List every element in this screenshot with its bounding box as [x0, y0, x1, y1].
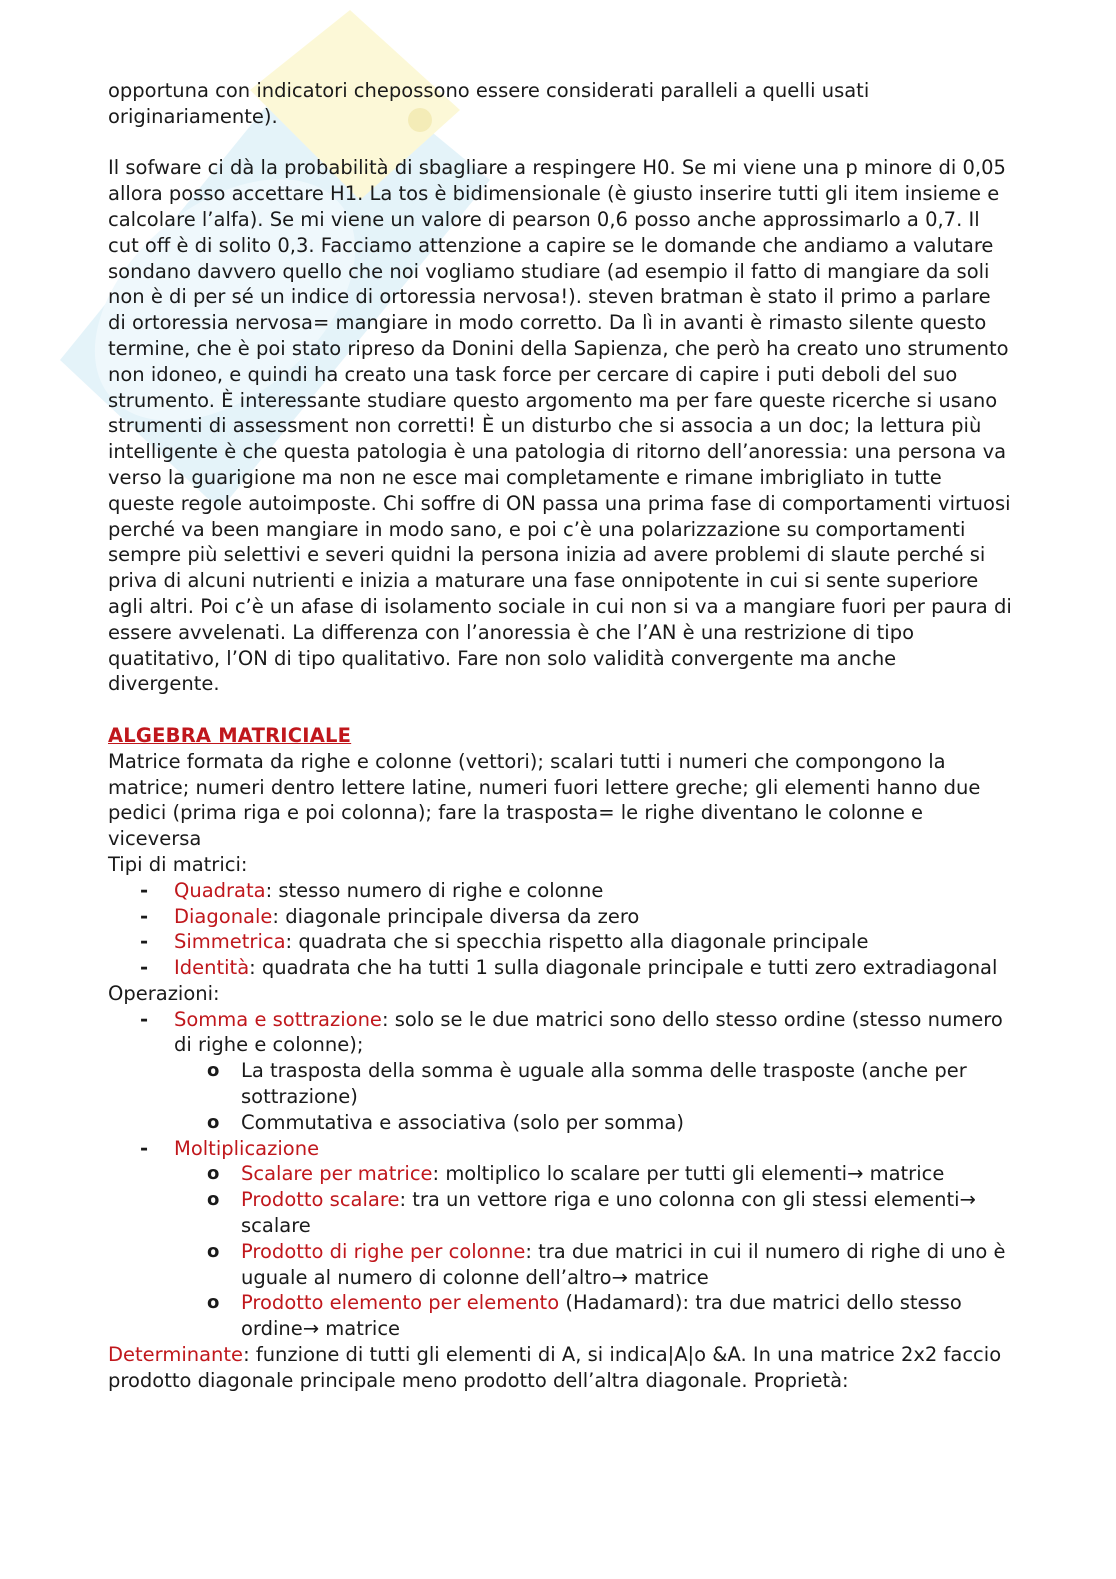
mult-sublist	[174, 1161, 1013, 1342]
section-heading: ALGEBRA MATRICIALE	[108, 723, 352, 747]
determinant-paragraph: Determinante: funzione di tutti gli elementi di A, si indica|A|o &A. In una matrice 2x2 faccio prodotto diagonale principale meno prodotto dell’altra diagonale. Proprietà:	[108, 1343, 1002, 1392]
sub-list-item: o Prodotto scalare: tra un vettore riga e uno colonna con gli stessi elementi→ scalare	[241, 1187, 1013, 1239]
ops-list	[108, 1007, 1013, 1342]
sub-list-item: o Prodotto elemento per elemento (Hadamard): tra due matrici dello stesso ordine→ matrice	[241, 1290, 1013, 1342]
list-item: - Somma e sottrazione: solo se le due matrici sono dello stesso ordine (stesso numero di righe e colonne); o La trasposta della somma è uguale alla somma delle trasposte (anche per sottrazione) o Commutativa e associativa (solo per somma)	[174, 1007, 1013, 1136]
sub-list-item: o Prodotto di righe per colonne: tra due matrici in cui il numero di righe di uno è uguale al numero di colonne dell’altro→ matrice	[241, 1239, 1013, 1291]
paragraph-ortoressia: Il sofware ci dà la probabilità di sbagliare a respingere H0. Se mi viene una p minore di 0,05 allora posso accettare H1. La tos è bidimensionale (è giusto inserire tutti gli item insieme e calcolare l’alfa). Se mi viene un valore di pearson 0,6 posso anche approssimarlo a 0,7. Il cut off è di solito 0,3. Facciamo attenzione a capire se le domande che andiamo a valutare sondano davvero quello che noi vogliamo studiare (ad esempio il fatto di mangiare da soli non è di per sé un indice di ortoressia nervosa!). steven bratman è stato il primo a parlare di ortoressia nervosa= mangiare in modo corretto. Da lì in avanti è rimasto silente questo termine, che è poi stato ripreso da Donini della Sapienza, che però ha creato uno strumento non idoneo, e quindi ha creato una task force per cercare di capire i puti deboli del suo strumento. È interessante studiare questo argomento ma per fare queste ricerche si usano strumenti di assessment non corretti! È un disturbo che si associa a un doc; la lettura più intelligente è che questa patologia è una patologia di ritorno dell’anoressia: una persona va verso la guarigione ma non ne esce mai completamente e rimane imbrigliato in tutte queste regole autoimposte. Chi soffre di ON passa una prima fase di comportamenti virtuosi perché va been mangiare in modo sano, e poi c’è una polarizzazione su comportamenti sempre più selettivi e severi quidni la persona inizia ad avere problemi di slaute perché si priva di alcuni nutrienti e inizia a maturare una fase onnipotente in cui si sente superiore agli altri. Poi c’è un afase di isolamento sociale in cui non si va a mangiare fuori per paura di essere avvelenati. La differenza con l’anoressia è che l’AN è una restrizione di tipo quatitativo, l’ON di tipo qualitativo. Fare non solo validità convergente ma anche divergente.	[108, 156, 1012, 696]
types-list	[108, 878, 1013, 981]
ops-label: Operazioni:	[108, 981, 220, 1005]
document-page	[108, 78, 1013, 1394]
sub-list-item: o La trasposta della somma è uguale alla somma delle trasposte (anche per sottrazione)	[241, 1058, 1013, 1110]
list-item: - Identità: quadrata che ha tutti 1 sulla diagonale principale e tutti zero extradiagonal	[174, 955, 1013, 981]
sum-sublist	[174, 1058, 1013, 1135]
section-intro: Matrice formata da righe e colonne (vettori); scalari tutti i numeri che compongono la matrice; numeri dentro lettere latine, numeri fuori lettere greche; gli elementi hanno due pedici (prima riga e poi colonna); fare la trasposta= le righe diventano le colonne e viceversa	[108, 749, 981, 851]
sub-list-item: o Scalare per matrice: moltiplico lo scalare per tutti gli elementi→ matrice	[241, 1161, 1013, 1187]
types-label: Tipi di matrici:	[108, 852, 248, 876]
sub-list-item: o Commutativa e associativa (solo per somma)	[241, 1110, 1013, 1136]
list-item: - Simmetrica: quadrata che si specchia rispetto alla diagonale principale	[174, 929, 1013, 955]
paragraph-intro: opportuna con indicatori chepossono essere considerati paralleli a quelli usati originariamente).	[108, 79, 870, 128]
list-item: - Quadrata: stesso numero di righe e colonne	[174, 878, 1013, 904]
list-item: - Moltiplicazione o Scalare per matrice: moltiplico lo scalare per tutti gli elementi→ matrice o Prodotto scalare: tra un vettore riga e uno colonna con gli stessi elementi→ scalare o Prodotto di righe per colonne: tra due matrici in cui il numero di righe di uno è uguale al numero di colonne dell’altro→ matrice o Prodotto elemento per elemento (Hadamard): tra due matrici dello stesso ordine→ matrice	[174, 1136, 1013, 1342]
list-item: - Diagonale: diagonale principale diversa da zero	[174, 904, 1013, 930]
